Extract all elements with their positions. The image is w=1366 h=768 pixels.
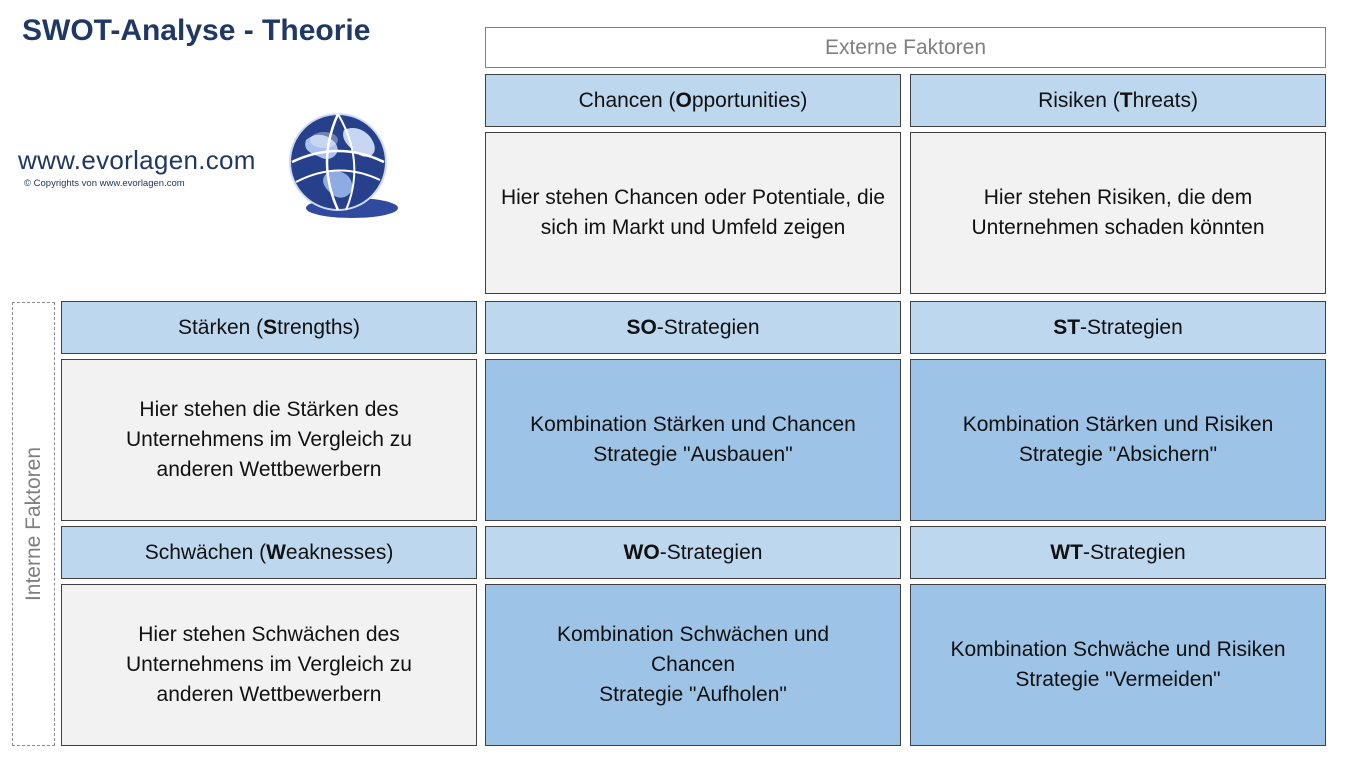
so-suffix: -Strategien [656, 315, 760, 339]
st-suffix: -Strategien [1080, 315, 1183, 339]
so-code: SO [626, 315, 657, 339]
opportunities-header [485, 74, 901, 127]
threats-header-prefix: Risiken ( [1038, 88, 1120, 112]
st-strategy-text: Kombination Stärken und Risiken Strategie "Absichern" [910, 359, 1326, 521]
strengths-header-rest: trengths) [277, 315, 361, 339]
opportunities-description: Hier stehen Chancen oder Potentiale, die sich im Markt und Umfeld zeigen [485, 132, 901, 294]
so-strategy-text: Kombination Stärken und Chancen Strategie "Ausbauen" [485, 359, 901, 521]
opportunities-header-rest: pportunities) [691, 88, 808, 112]
internal-factors-box [12, 302, 55, 746]
page-title: SWOT-Analyse - Theorie [22, 14, 371, 47]
so-strategies-header [485, 301, 901, 354]
strengths-header [61, 301, 477, 354]
st-code: ST [1053, 315, 1081, 339]
wo-strategy-text: Kombination Schwächen und Chancen Strategie "Aufholen" [485, 584, 901, 746]
weaknesses-description: Hier stehen Schwächen des Unternehmens im Vergleich zu anderen Wettbewerbern [61, 584, 477, 746]
strengths-header-prefix: Stärken ( [177, 315, 264, 339]
logo-copyright: © Copyrights von www.evorlagen.com [24, 178, 185, 189]
wo-suffix: -Strategien [659, 540, 763, 564]
weaknesses-header-rest: eaknesses) [285, 540, 394, 564]
globe-icon [286, 110, 404, 222]
weaknesses-header [61, 526, 477, 579]
strengths-header-letter: S [263, 315, 278, 339]
wo-strategies-header [485, 526, 901, 579]
threats-header [910, 74, 1326, 127]
opportunities-header-letter: O [675, 88, 692, 112]
opportunities-header-prefix: Chancen ( [578, 88, 676, 112]
st-strategies-header [910, 301, 1326, 354]
internal-factors-label: Interne Faktoren [21, 446, 45, 602]
weaknesses-header-prefix: Schwächen ( [144, 540, 267, 564]
wt-code: WT [1050, 540, 1083, 564]
threats-header-rest: hreats) [1132, 88, 1198, 112]
external-factors-label: Externe Faktoren [485, 27, 1326, 68]
threats-description: Hier stehen Risiken, die dem Unternehmen schaden könnten [910, 132, 1326, 294]
wt-strategies-header [910, 526, 1326, 579]
threats-header-letter: T [1119, 88, 1133, 112]
wo-code: WO [623, 540, 660, 564]
wt-strategy-text: Kombination Schwäche und Risiken Strategie "Vermeiden" [910, 584, 1326, 746]
strengths-description: Hier stehen die Stärken des Unternehmens im Vergleich zu anderen Wettbewerbern [61, 359, 477, 521]
wt-suffix: -Strategien [1082, 540, 1186, 564]
logo-url-text: www.evorlagen.com [18, 145, 256, 175]
weaknesses-header-letter: W [266, 540, 286, 564]
